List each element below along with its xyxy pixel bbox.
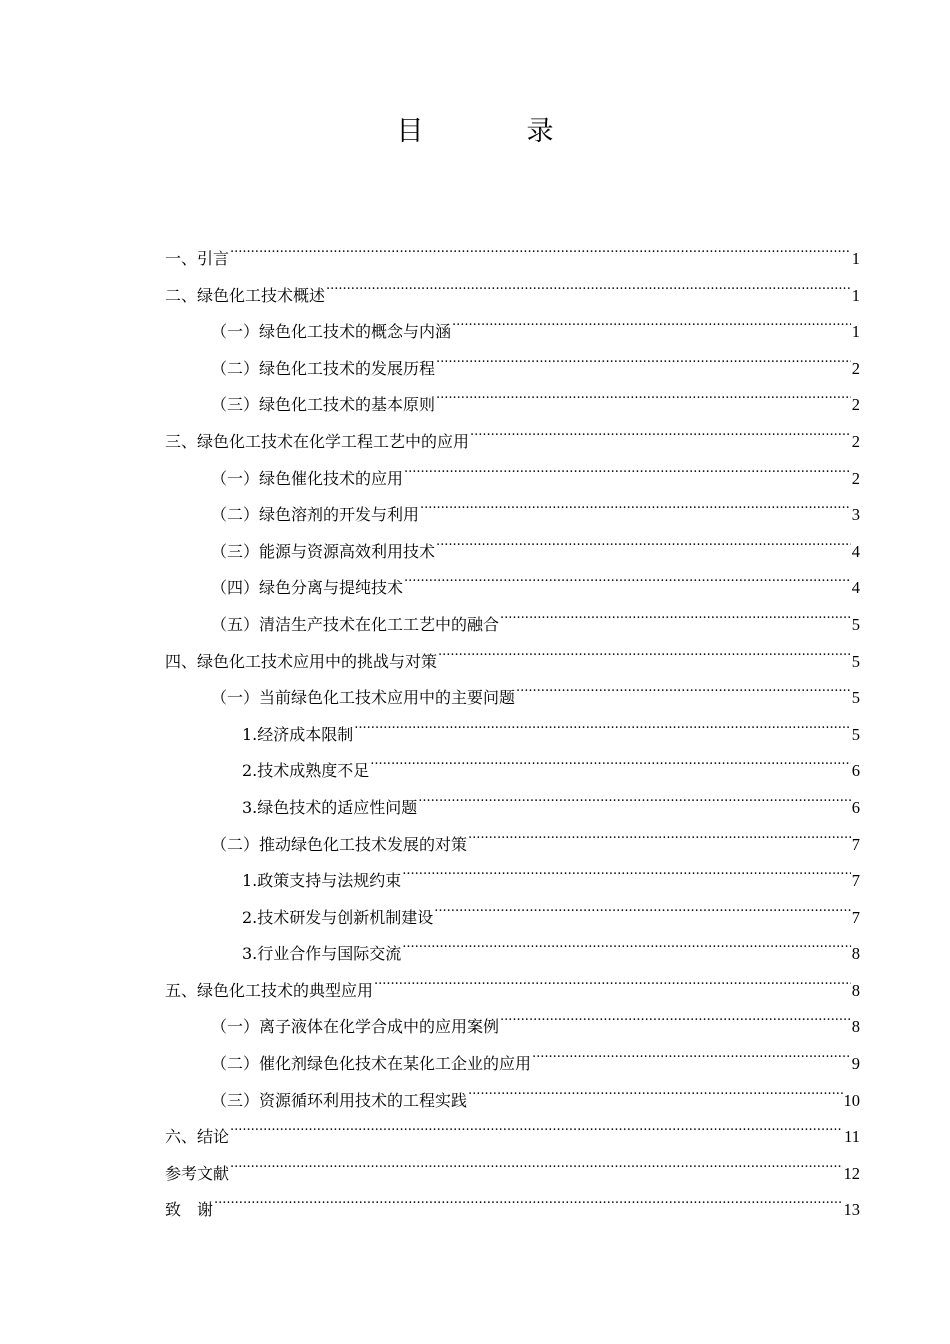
dot-leader (354, 724, 850, 740)
toc-entry-label: 一、引言 (165, 249, 230, 268)
toc-entry-page-number: 2 (851, 395, 860, 415)
dot-leader (214, 1199, 842, 1215)
toc-entry-label: （二）催化剂绿色化技术在某化工企业的应用 (211, 1054, 532, 1074)
toc-entry-page-number: 2 (851, 468, 860, 488)
toc-entry-label: （五）清洁生产技术在化工工艺中的融合 (211, 614, 500, 634)
toc-entry-label: 二、绿色化工技术概述 (165, 285, 326, 305)
toc-entry-page-number: 1 (851, 249, 860, 268)
toc-entry[interactable] (165, 717, 860, 754)
dot-leader (230, 1126, 843, 1142)
dot-leader (500, 614, 851, 630)
dot-leader (404, 468, 851, 484)
toc-entry-page-number: 3 (851, 505, 860, 525)
toc-entry-label: 六、结论 (165, 1127, 230, 1147)
toc-entry-label: 3.行业合作与国际交流 (242, 944, 402, 964)
toc-entry[interactable] (165, 1192, 860, 1229)
toc-entry-page-number: 5 (851, 651, 860, 671)
toc-entry-page-number: 13 (843, 1200, 860, 1220)
dot-leader (370, 760, 850, 776)
toc-entry[interactable] (165, 973, 860, 1010)
toc-entry-page-number: 7 (851, 834, 860, 854)
toc-entry-page-number: 8 (851, 944, 860, 964)
toc-entry-page-number: 4 (851, 541, 860, 561)
toc-entry-label: （一）绿色化工技术的概念与内涵 (211, 322, 452, 342)
dot-leader (436, 358, 851, 374)
toc-entry-label: 3.绿色技术的适应性问题 (242, 797, 418, 817)
dot-leader (404, 577, 851, 593)
toc-entry[interactable] (165, 607, 860, 644)
dot-leader (402, 943, 850, 959)
toc-entry[interactable] (165, 1009, 860, 1046)
toc-entry-page-number: 5 (851, 724, 860, 744)
toc-entry[interactable] (165, 644, 860, 681)
toc-entry-page-number: 2 (851, 358, 860, 378)
toc-entry-page-number: 1 (851, 322, 860, 342)
toc-entry-page-number: 8 (851, 980, 860, 1000)
dot-leader (468, 1090, 842, 1106)
toc-entry-label: （三）能源与资源高效利用技术 (211, 541, 436, 561)
toc-entry[interactable] (165, 387, 860, 424)
toc-entry-page-number: 6 (851, 797, 860, 817)
toc-entry-label: （二）绿色溶剂的开发与利用 (211, 505, 420, 525)
toc-entry-page-number: 9 (851, 1054, 860, 1074)
toc-entry[interactable] (165, 827, 860, 864)
dot-leader (516, 687, 851, 703)
toc-entry[interactable] (165, 241, 860, 278)
dot-leader (326, 285, 851, 301)
toc-entry-label: （三）绿色化工技术的基本原则 (211, 395, 436, 415)
toc-entry-page-number: 1 (851, 285, 860, 305)
toc-entry-label: 2.技术研发与创新机制建设 (242, 907, 434, 927)
dot-leader (436, 541, 851, 557)
dot-leader (230, 248, 851, 264)
toc-entry-label: （二）绿色化工技术的发展历程 (211, 358, 436, 378)
toc-entry[interactable] (165, 1083, 860, 1120)
dot-leader (420, 504, 851, 520)
toc-entry[interactable] (165, 900, 860, 937)
dot-leader (532, 1053, 851, 1069)
toc-entry-label: （一）离子液体在化学合成中的应用案例 (211, 1017, 500, 1037)
toc-entry-page-number: 7 (851, 871, 860, 891)
toc-entry[interactable] (165, 1156, 860, 1193)
toc-entry[interactable] (165, 863, 860, 900)
dot-leader (230, 1163, 842, 1179)
toc-entry[interactable] (165, 680, 860, 717)
toc-entry-label: （四）绿色分离与提纯技术 (211, 578, 404, 598)
toc-entry-label: （三）资源循环利用技术的工程实践 (211, 1090, 468, 1110)
toc-entry-label: 五、绿色化工技术的典型应用 (165, 980, 374, 1000)
dot-leader (452, 321, 851, 337)
toc-entry-page-number: 12 (843, 1163, 860, 1183)
toc-entry[interactable] (165, 278, 860, 315)
toc-entry[interactable] (165, 936, 860, 973)
toc-entry[interactable] (165, 314, 860, 351)
toc-entry-page-number: 10 (843, 1090, 860, 1110)
toc-entry-label: 1.经济成本限制 (242, 724, 354, 744)
table-of-contents (165, 241, 860, 1229)
toc-entry[interactable] (165, 790, 860, 827)
toc-entry-label: 参考文献 (165, 1163, 230, 1183)
toc-entry-label: 致 谢 (165, 1200, 214, 1220)
dot-leader (402, 870, 850, 886)
toc-entry-label: 1.政策支持与法规约束 (242, 871, 402, 891)
toc-entry-page-number: 5 (851, 688, 860, 708)
toc-entry-page-number: 8 (851, 1017, 860, 1037)
dot-leader (374, 980, 851, 996)
toc-entry-label: （二）推动绿色化工技术发展的对策 (211, 834, 468, 854)
dot-leader (470, 431, 851, 447)
toc-entry-label: 三、绿色化工技术在化学工程工艺中的应用 (165, 431, 470, 451)
toc-entry-page-number: 6 (851, 761, 860, 781)
toc-entry-label: 2.技术成熟度不足 (242, 761, 370, 781)
toc-entry-page-number: 2 (851, 431, 860, 451)
toc-entry[interactable] (165, 424, 860, 461)
toc-entry[interactable] (165, 753, 860, 790)
toc-entry-page-number: 4 (851, 578, 860, 598)
toc-entry-page-number: 11 (844, 1127, 860, 1147)
toc-entry-label: 四、绿色化工技术应用中的挑战与对策 (165, 651, 438, 671)
toc-entry[interactable] (165, 1046, 860, 1083)
toc-entry[interactable] (165, 570, 860, 607)
dot-leader (500, 1016, 851, 1032)
toc-entry-label: （一）绿色催化技术的应用 (211, 468, 404, 488)
toc-entry[interactable] (165, 534, 860, 571)
dot-leader (436, 394, 851, 410)
toc-entry-label: （一）当前绿色化工技术应用中的主要问题 (211, 688, 516, 708)
toc-entry-page-number: 7 (851, 907, 860, 927)
dot-leader (438, 651, 851, 667)
page-title: 目 录 (396, 116, 592, 147)
toc-entry-page-number: 5 (851, 614, 860, 634)
toc-entry[interactable] (165, 351, 860, 388)
dot-leader (418, 797, 850, 813)
dot-leader (468, 834, 851, 850)
toc-entry[interactable] (165, 1119, 860, 1156)
toc-entry[interactable] (165, 497, 860, 534)
toc-entry[interactable] (165, 461, 860, 498)
dot-leader (434, 907, 850, 923)
